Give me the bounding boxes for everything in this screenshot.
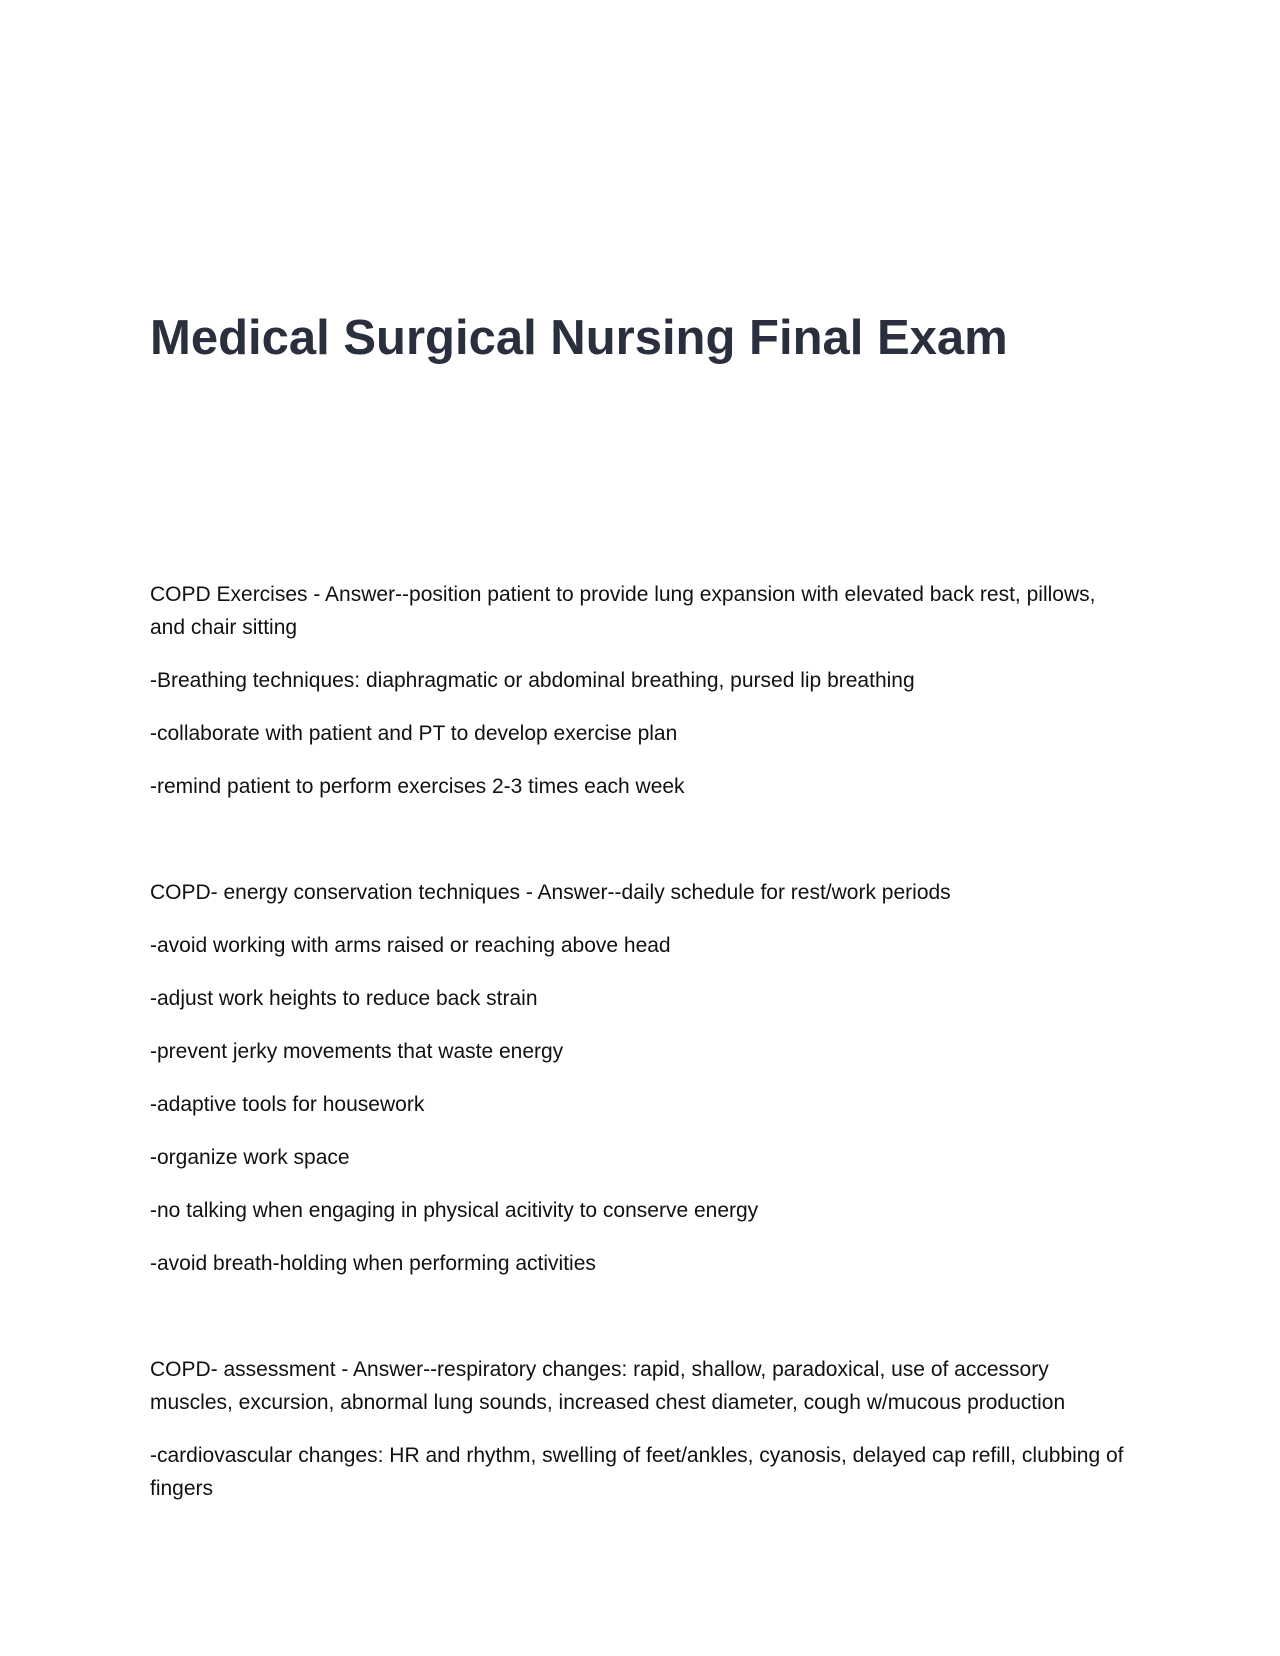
section-spacer (150, 823, 1132, 876)
section-copd-assessment (150, 1353, 1132, 1505)
paragraph: -collaborate with patient and PT to develop exercise plan (150, 722, 678, 745)
paragraph: -prevent jerky movements that waste energy (150, 1040, 564, 1063)
paragraph: -avoid working with arms raised or reaching above head (150, 934, 671, 957)
paragraph: -organize work space (150, 1146, 350, 1169)
section-copd-exercises (150, 578, 1132, 803)
paragraph: COPD- energy conservation techniques - Answer--daily schedule for rest/work periods (150, 881, 951, 904)
paragraph: -cardiovascular changes: HR and rhythm, swelling of feet/ankles, cyanosis, delayed cap refill, clubbing of fingers (150, 1444, 1124, 1500)
paragraph: -remind patient to perform exercises 2-3 times each week (150, 775, 685, 798)
section-copd-energy-conservation (150, 876, 1132, 1280)
document-title: Medical Surgical Nursing Final Exam (150, 311, 1008, 365)
paragraph: -adaptive tools for housework (150, 1093, 425, 1116)
paragraph: COPD- assessment - Answer--respiratory changes: rapid, shallow, paradoxical, use of accessory muscles, excursion, abnormal lung sounds, increased chest diameter, cough w/mucous production (150, 1358, 1066, 1414)
paragraph: -Breathing techniques: diaphragmatic or abdominal breathing, pursed lip breathing (150, 669, 915, 692)
paragraph: -adjust work heights to reduce back strain (150, 987, 538, 1010)
paragraph: -no talking when engaging in physical acitivity to conserve energy (150, 1199, 759, 1222)
document-body (150, 578, 1132, 1525)
paragraph: COPD Exercises - Answer--position patient to provide lung expansion with elevated back rest, pillows, and chair sitting (150, 583, 1096, 639)
section-spacer (150, 1300, 1132, 1353)
paragraph: -avoid breath-holding when performing activities (150, 1252, 596, 1275)
